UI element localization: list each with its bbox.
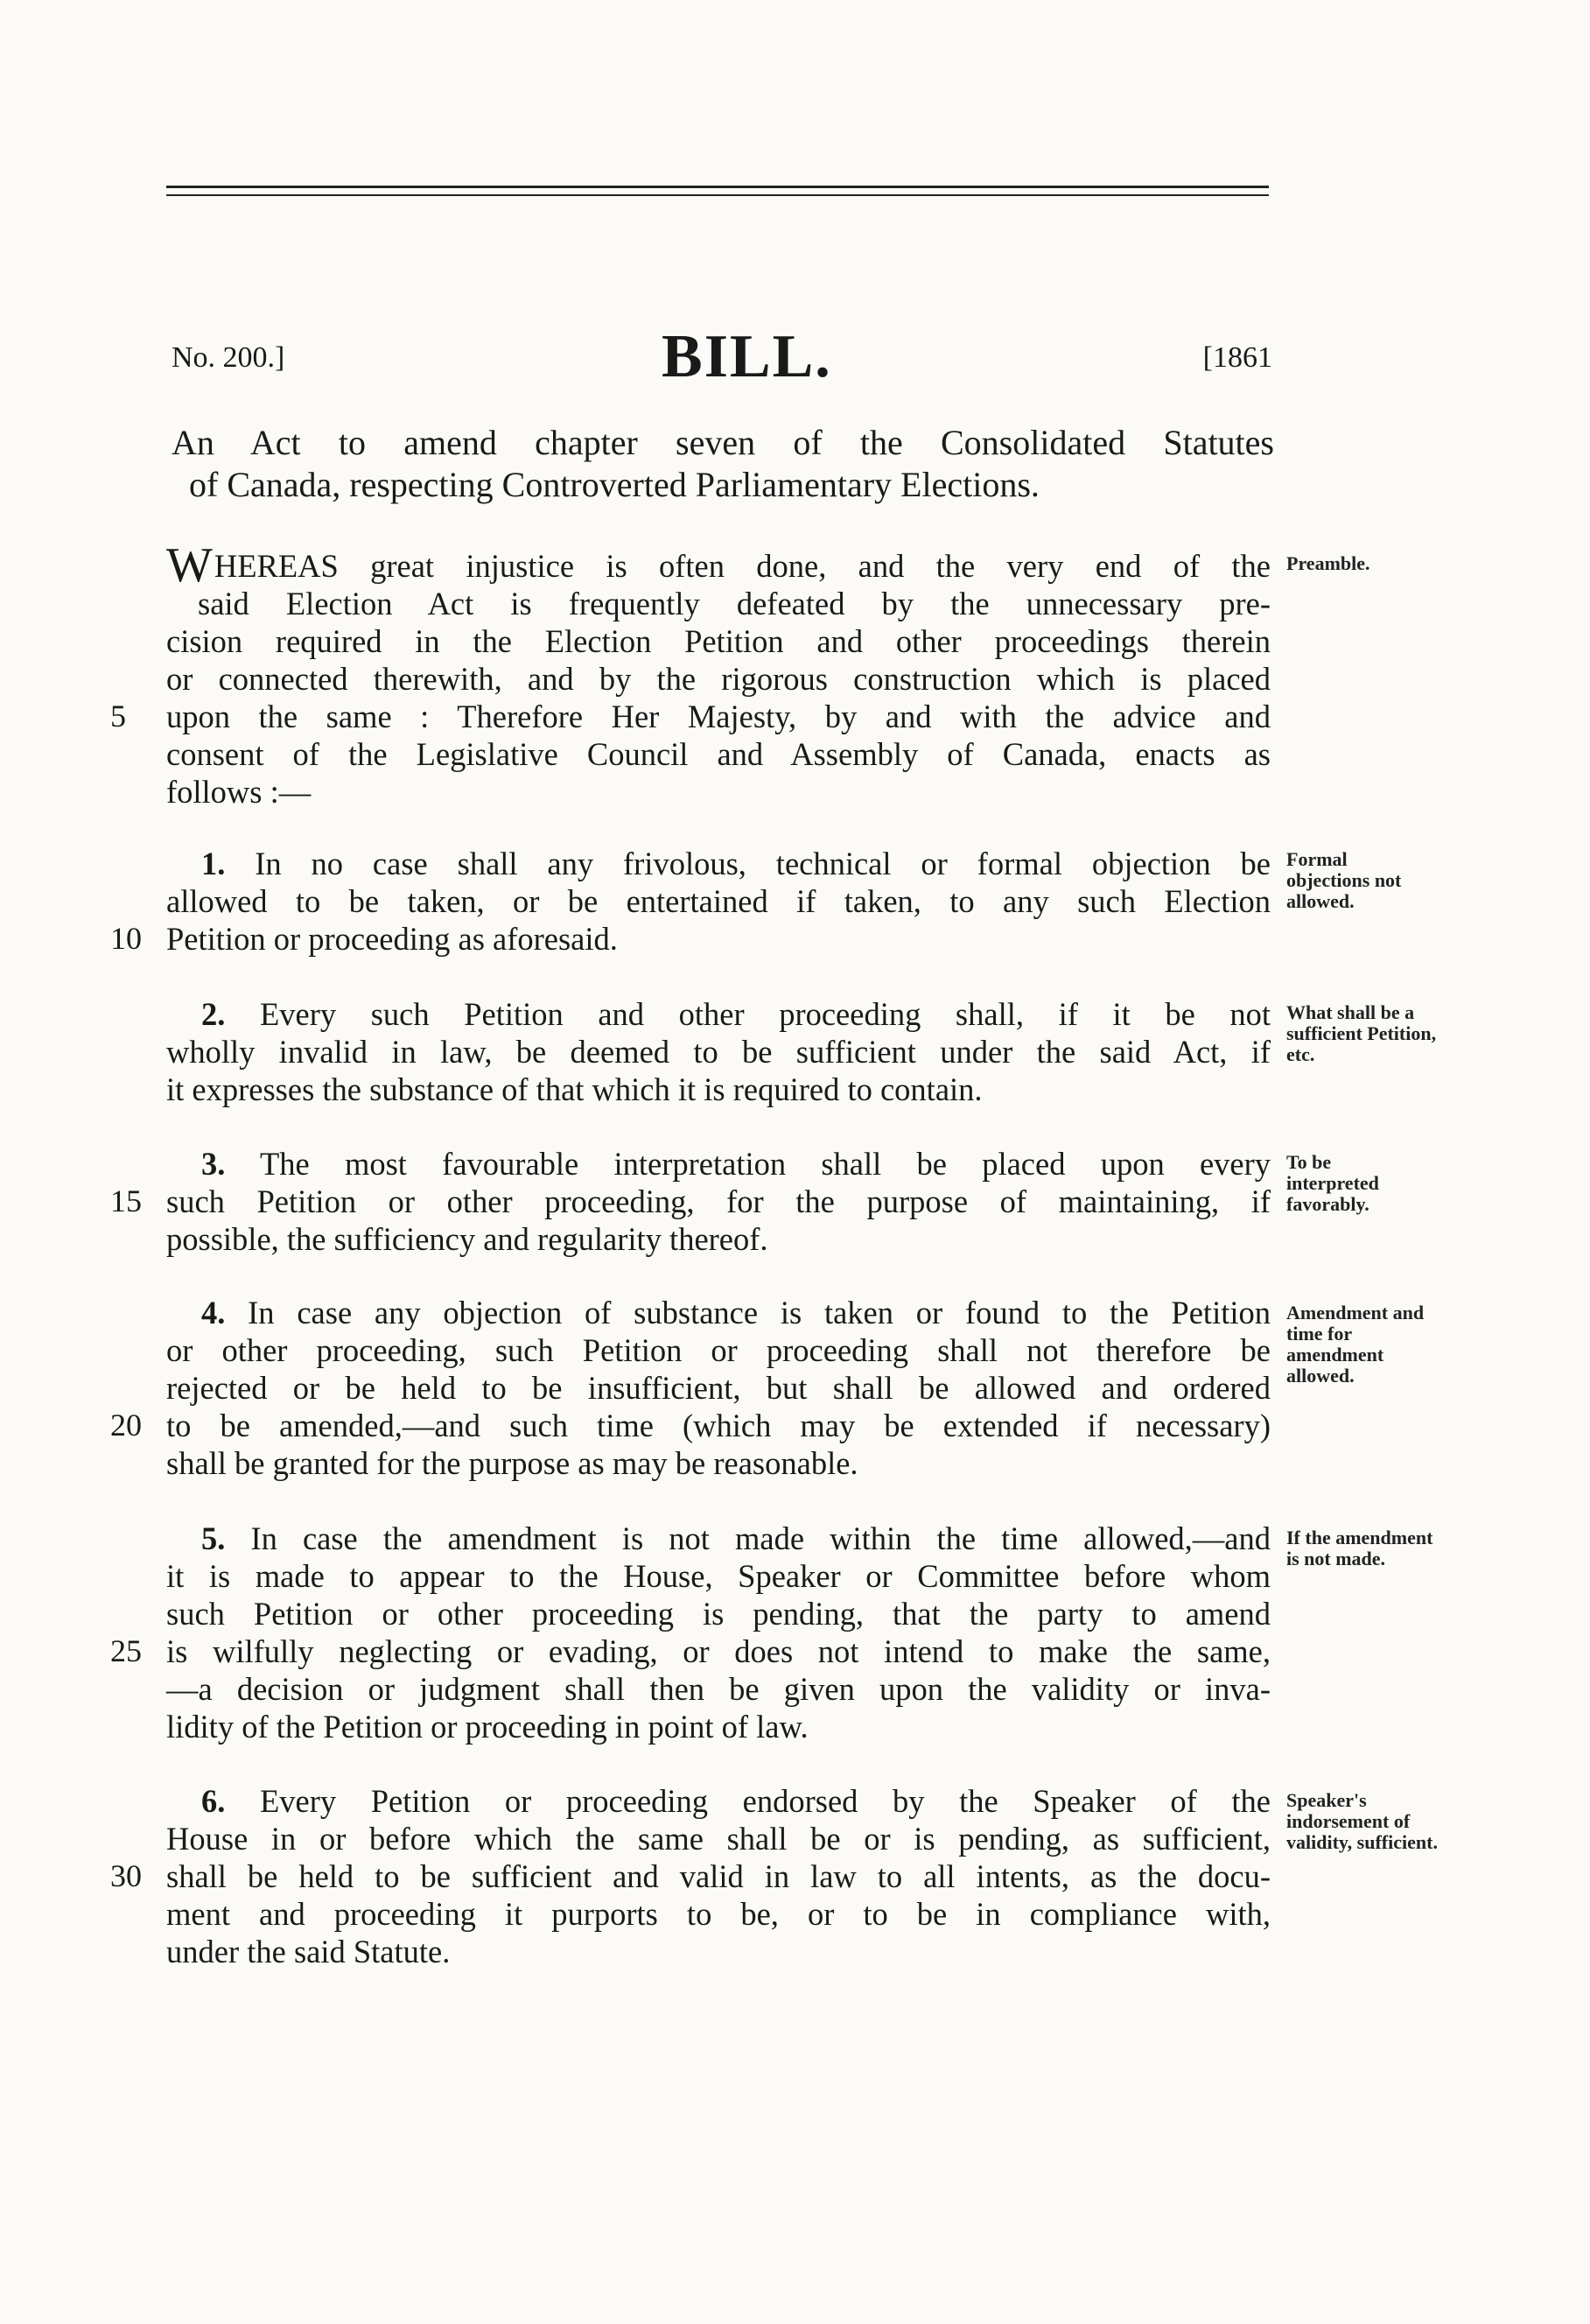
preamble-line: follows :— bbox=[166, 774, 312, 810]
section-line: 3. The most favourable interpretation shall be placed upon every bbox=[201, 1146, 1271, 1182]
preamble-line: upon the same : Therefore Her Majesty, by and with the advice and bbox=[166, 699, 1271, 734]
line-number: 30 bbox=[110, 1858, 142, 1893]
section-line: possible, the sufficiency and regularity thereof. bbox=[166, 1221, 768, 1257]
margin-note-section-1: Formal objections not allowed. bbox=[1286, 848, 1402, 912]
line-number: 15 bbox=[110, 1183, 142, 1218]
preamble-line: said Election Act is frequently defeated by the unnecessary pre- bbox=[198, 586, 1271, 621]
line-number: 5 bbox=[110, 699, 126, 734]
section-5 bbox=[110, 1520, 1271, 1745]
top-rule bbox=[166, 186, 1269, 188]
preamble-line: or connected therewith, and by the rigorous construction which is placed bbox=[166, 661, 1271, 697]
section-line: under the said Statute. bbox=[166, 1934, 451, 1969]
margin-note-section-6: Speaker's indorsement of validity, sufficient. bbox=[1286, 1789, 1438, 1853]
section-3 bbox=[110, 1145, 1271, 1258]
line-number: 25 bbox=[110, 1633, 142, 1668]
preamble bbox=[110, 538, 1271, 811]
section-line: 2. Every such Petition and other proceeding shall, if it be not bbox=[201, 996, 1271, 1032]
top-rule-second bbox=[166, 194, 1269, 196]
bill-heading: BILL. bbox=[662, 323, 832, 390]
bill-header bbox=[172, 322, 1272, 392]
margin-note-preamble: Preamble. bbox=[1286, 552, 1370, 574]
section-line: 4. In case any objection of substance is taken or found to the Petition bbox=[201, 1295, 1271, 1331]
section-2 bbox=[166, 995, 1271, 1108]
section-line: ment and proceeding it purports to be, or to be in compliance with, bbox=[166, 1896, 1271, 1932]
preamble-dropcap: W bbox=[166, 538, 213, 593]
margin-note-section-5: If the amendment is not made. bbox=[1286, 1527, 1433, 1569]
section-line: is wilfully neglecting or evading, or does not intend to make the same, bbox=[166, 1633, 1271, 1669]
section-line: 5. In case the amendment is not made within the time allowed,—and bbox=[201, 1520, 1271, 1556]
bill-year: [1861 bbox=[1202, 341, 1272, 374]
section-line: lidity of the Petition or proceeding in point of law. bbox=[166, 1709, 809, 1745]
margin-note-section-4: Amendment and time for amendment allowed. bbox=[1286, 1302, 1425, 1387]
act-title-line-1: An Act to amend chapter seven of the Consolidated Statutes bbox=[172, 423, 1274, 462]
act-title-line-2: of Canada, respecting Controverted Parliamentary Elections. bbox=[189, 465, 1040, 504]
act-title bbox=[172, 422, 1274, 506]
section-6 bbox=[110, 1782, 1271, 1970]
section-4 bbox=[110, 1294, 1271, 1482]
line-number: 20 bbox=[110, 1408, 142, 1443]
section-line: to be amended,—and such time (which may be extended if necessary) bbox=[166, 1408, 1271, 1443]
section-line: shall be granted for the purpose as may be reasonable. bbox=[166, 1445, 858, 1481]
preamble-line: HEREAS great injustice is often done, and the very end of the bbox=[214, 548, 1271, 584]
margin-note-section-2: What shall be a sufficient Petition, etc. bbox=[1286, 1001, 1437, 1065]
section-line: such Petition or other proceeding is pending, that the party to amend bbox=[166, 1596, 1271, 1632]
section-line: allowed to be taken, or be entertained if taken, to any such Election bbox=[166, 883, 1271, 919]
preamble-line: consent of the Legislative Council and Assembly of Canada, enacts as bbox=[166, 736, 1271, 772]
line-number: 10 bbox=[110, 921, 142, 956]
section-line: —a decision or judgment shall then be given upon the validity or inva- bbox=[166, 1671, 1271, 1707]
bill-number: No. 200.] bbox=[172, 341, 285, 374]
margin-note-section-3: To be interpreted favorably. bbox=[1286, 1151, 1379, 1215]
section-line: 1. In no case shall any frivolous, technical or formal objection be bbox=[201, 846, 1271, 881]
section-line: Petition or proceeding as aforesaid. bbox=[166, 921, 618, 957]
section-line: wholly invalid in law, be deemed to be sufficient under the said Act, if bbox=[166, 1034, 1271, 1070]
preamble-line: cision required in the Election Petition and other proceedings therein bbox=[166, 623, 1271, 659]
section-line: rejected or be held to be insufficient, but shall be allowed and ordered bbox=[166, 1370, 1271, 1406]
section-line: it expresses the substance of that which it is required to contain. bbox=[166, 1071, 983, 1107]
section-line: House in or before which the same shall be or is pending, as sufficient, bbox=[166, 1821, 1271, 1857]
section-line: shall be held to be sufficient and valid in law to all intents, as the docu- bbox=[166, 1858, 1271, 1894]
section-line: such Petition or other proceeding, for the purpose of maintaining, if bbox=[166, 1183, 1271, 1219]
section-line: it is made to appear to the House, Speaker or Committee before whom bbox=[166, 1558, 1271, 1594]
section-line: 6. Every Petition or proceeding endorsed by the Speaker of the bbox=[201, 1783, 1271, 1819]
section-line: or other proceeding, such Petition or proceeding shall not therefore be bbox=[166, 1332, 1271, 1368]
section-1 bbox=[110, 845, 1271, 958]
